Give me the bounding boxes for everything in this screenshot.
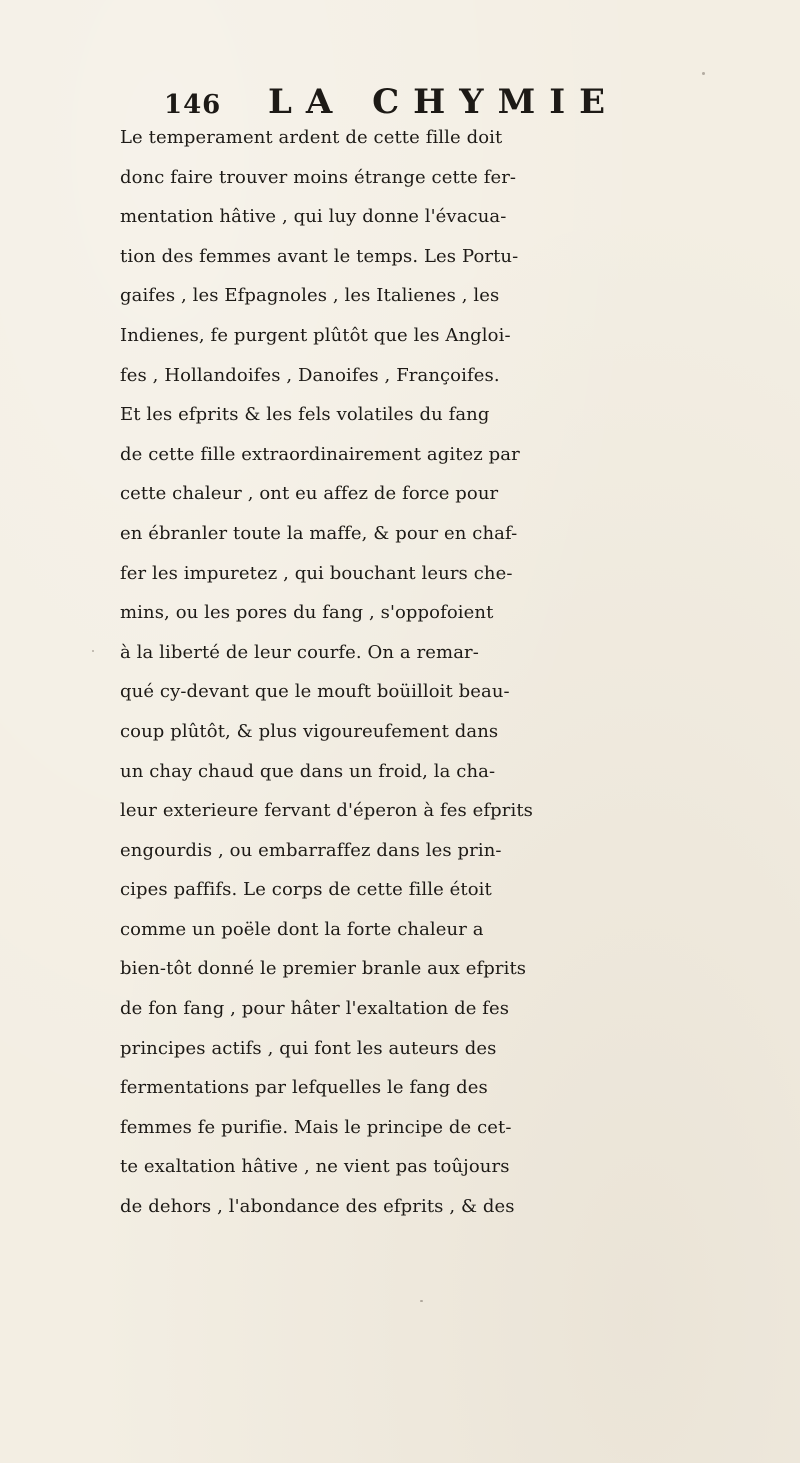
text-line: gaifes , les Efpagnoles , les Italienes , les (120, 285, 500, 307)
text-line: fes , Hollandoifes , Danoifes , Françoifes. (120, 364, 500, 386)
text-line: cette chaleur , ont eu affez de force pour (120, 483, 499, 505)
text-line: de dehors , l'abondance des efprits , & des (120, 1196, 515, 1218)
paper-speck (92, 650, 94, 652)
text-line: fermentations par lefquelles le fang des (120, 1077, 488, 1099)
running-title: LA CHYMIE (268, 82, 620, 122)
text-line: de fon fang , pour hâter l'exaltation de fes (120, 998, 510, 1020)
paper-speck (702, 72, 705, 75)
text-line: leur exterieure fervant d'éperon à fes efprits (120, 800, 534, 822)
text-line: donc faire trouver moins étrange cette fer- (120, 166, 517, 188)
text-line: de cette fille extraordinairement agitez par (120, 443, 520, 465)
body-text (120, 118, 796, 1227)
text-line: Indienes, fe purgent plûtôt que les Angloi- (120, 324, 511, 346)
text-line: Et les efprits & les fels volatiles du fang (120, 404, 490, 426)
text-line: te exaltation hâtive , ne vient pas toûjours (120, 1156, 510, 1178)
text-line: mentation hâtive , qui luy donne l'évacua- (120, 206, 507, 228)
text-line: femmes fe purifie. Mais le principe de cet- (120, 1116, 512, 1138)
text-line: coup plûtôt, & plus vigoureufement dans (120, 720, 499, 742)
text-line: à la liberté de leur courfe. On a remar- (120, 641, 479, 663)
text-line: en ébranler toute la maffe, & pour en chaf- (120, 522, 518, 544)
text-line: tion des femmes avant le temps. Les Portu- (120, 245, 519, 267)
text-line: principes actifs , qui font les auteurs des (120, 1037, 497, 1059)
text-line: mins, ou les pores du fang , s'oppofoient (120, 602, 494, 624)
text-line: fer les impuretez , qui bouchant leurs che- (120, 562, 513, 584)
text-line: bien-tôt donné le premier branle aux efprits (120, 958, 527, 980)
text-line: Le temperament ardent de cette fille doit (120, 127, 503, 148)
text-line: un chay chaud que dans un froid, la cha- (120, 760, 496, 782)
text-line: engourdis , ou embarraffez dans les prin- (120, 839, 502, 861)
text-line: cipes paffifs. Le corps de cette fille étoit (120, 879, 492, 901)
page-number: 146 (164, 90, 222, 120)
text-line: comme un poële dont la forte chaleur a (120, 918, 484, 940)
text-line: qué cy-devant que le mouft boüilloit beau- (120, 681, 510, 703)
paper-speck (420, 1300, 423, 1302)
